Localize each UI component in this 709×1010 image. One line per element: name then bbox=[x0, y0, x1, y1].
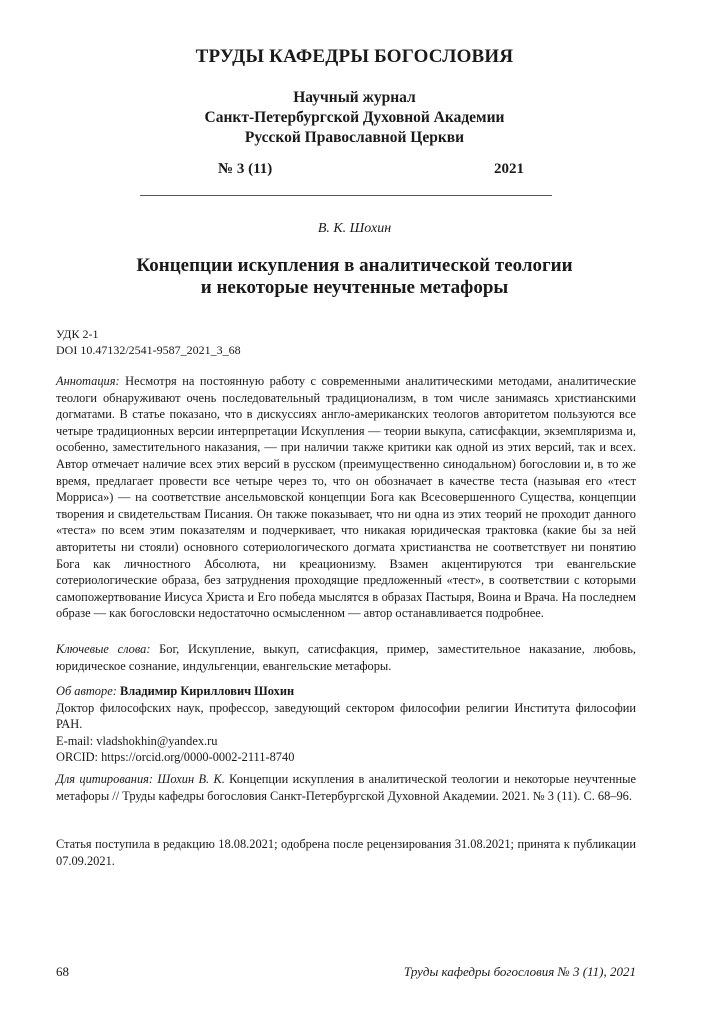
about-label: Об авторе: bbox=[56, 684, 117, 698]
journal-subtitle bbox=[0, 88, 709, 148]
subtitle-line: Санкт-Петербургской Духовной Академии bbox=[204, 109, 505, 126]
keywords bbox=[56, 641, 636, 674]
citation-label: Для цитирования: Шохин В. К. bbox=[56, 772, 225, 786]
issue-year: 2021 bbox=[494, 161, 524, 177]
author-email: E-mail: vladshokhin@yandex.ru bbox=[56, 733, 218, 748]
article-author: В. К. Шохин bbox=[317, 221, 392, 236]
about-name: Владимир Кириллович Шохин bbox=[119, 684, 295, 698]
citation-text: Концепции искупления в аналитической теологии и некоторые неучтенные метафоры // Труды кафедры богословия Санкт-Петербургской Духовной Академии. 2021. № 3 (11). С. 68–96. bbox=[56, 772, 636, 803]
doi: DOI 10.47132/2541-9587_2021_3_68 bbox=[56, 343, 241, 357]
abstract bbox=[56, 373, 636, 622]
header-divider bbox=[140, 195, 552, 196]
abstract-text: Несмотря на постоянную работу с современными аналитическими методами, аналитические теологи обнаруживают очень последовательный традиционализм, в том числе занимаясь христианскими догматами. В статье показано, что в дискуссиях англо-американских теологов авторитетом пользуются все четыре традиционных версии интерпретации Искупления — теории выкупа, сатисфакции, экземпляризма и, особенно, заместительного наказания, — при наличии также критики как одной из этих версий, так и всех. Автор отмечает наличие всех этих версий в русском (преимущественно синодальном) богословии и, в то же время, предлагает провести все четыре через то, что он обозначает в качестве теста (называя его «тест Морриса») — на соответствие ансельмовской концепции Бога как Всесовершенного Существа, концепции творения и свидетельствам Писания. Он также показывает, что ни одна из этих теорий не проходит данного «теста» по всем этим показателям и подчеркивает, что никакая юридическая трактовка (какие бы за ней авторитеты ни стояли) основного сотериологического догмата христианства не соответствует ни понятию Бога как личностного Абсолюта, ни креационизму. Взамен акцентируются три евангельские сотериологические образа, без затруднения проходящие предложенный «тест», в соответствии с которыми самопожертвование Иисуса Христа и Его победа мыслятся в образах Пастыря, Воина и Врача. На последнем образе — как богословски недостаточно осмысленном — автор останавливается подробнее. bbox=[56, 374, 636, 621]
article-title bbox=[0, 255, 709, 299]
title-line: Концепции искупления в аналитической теологии bbox=[136, 255, 573, 276]
journal-title: ТРУДЫ КАФЕДРЫ БОГОСЛОВИЯ bbox=[195, 46, 514, 67]
subtitle-line: Научный журнал bbox=[293, 89, 416, 106]
title-line: и некоторые неучтенные метафоры bbox=[200, 277, 509, 298]
article-history: Статья поступила в редакцию 18.08.2021; одобрена после рецензирования 31.08.2021; принята к публикации 07.09.2021. bbox=[56, 837, 636, 868]
issue-number: № 3 (11) bbox=[218, 161, 273, 177]
citation bbox=[56, 771, 636, 804]
udc-code: УДК 2-1 bbox=[56, 327, 99, 341]
about-position: Доктор философских наук, профессор, заведующий сектором философии религии Института философии РАН. bbox=[56, 700, 636, 732]
keywords-text: Бог, Искупление, выкуп, сатисфакция, пример, заместительное наказание, любовь, юридическое сознание, индульгенции, евангельские метафоры. bbox=[56, 642, 636, 673]
running-title: Труды кафедры богословия № 3 (11), 2021 bbox=[403, 964, 636, 979]
page-number: 68 bbox=[56, 964, 69, 979]
about-author bbox=[56, 683, 636, 766]
keywords-label: Ключевые слова: bbox=[56, 642, 151, 656]
abstract-label: Аннотация: bbox=[56, 374, 120, 388]
subtitle-line: Русской Православной Церкви bbox=[244, 129, 465, 146]
author-orcid: ORCID: https://orcid.org/0000-0002-2111-8740 bbox=[56, 750, 295, 765]
